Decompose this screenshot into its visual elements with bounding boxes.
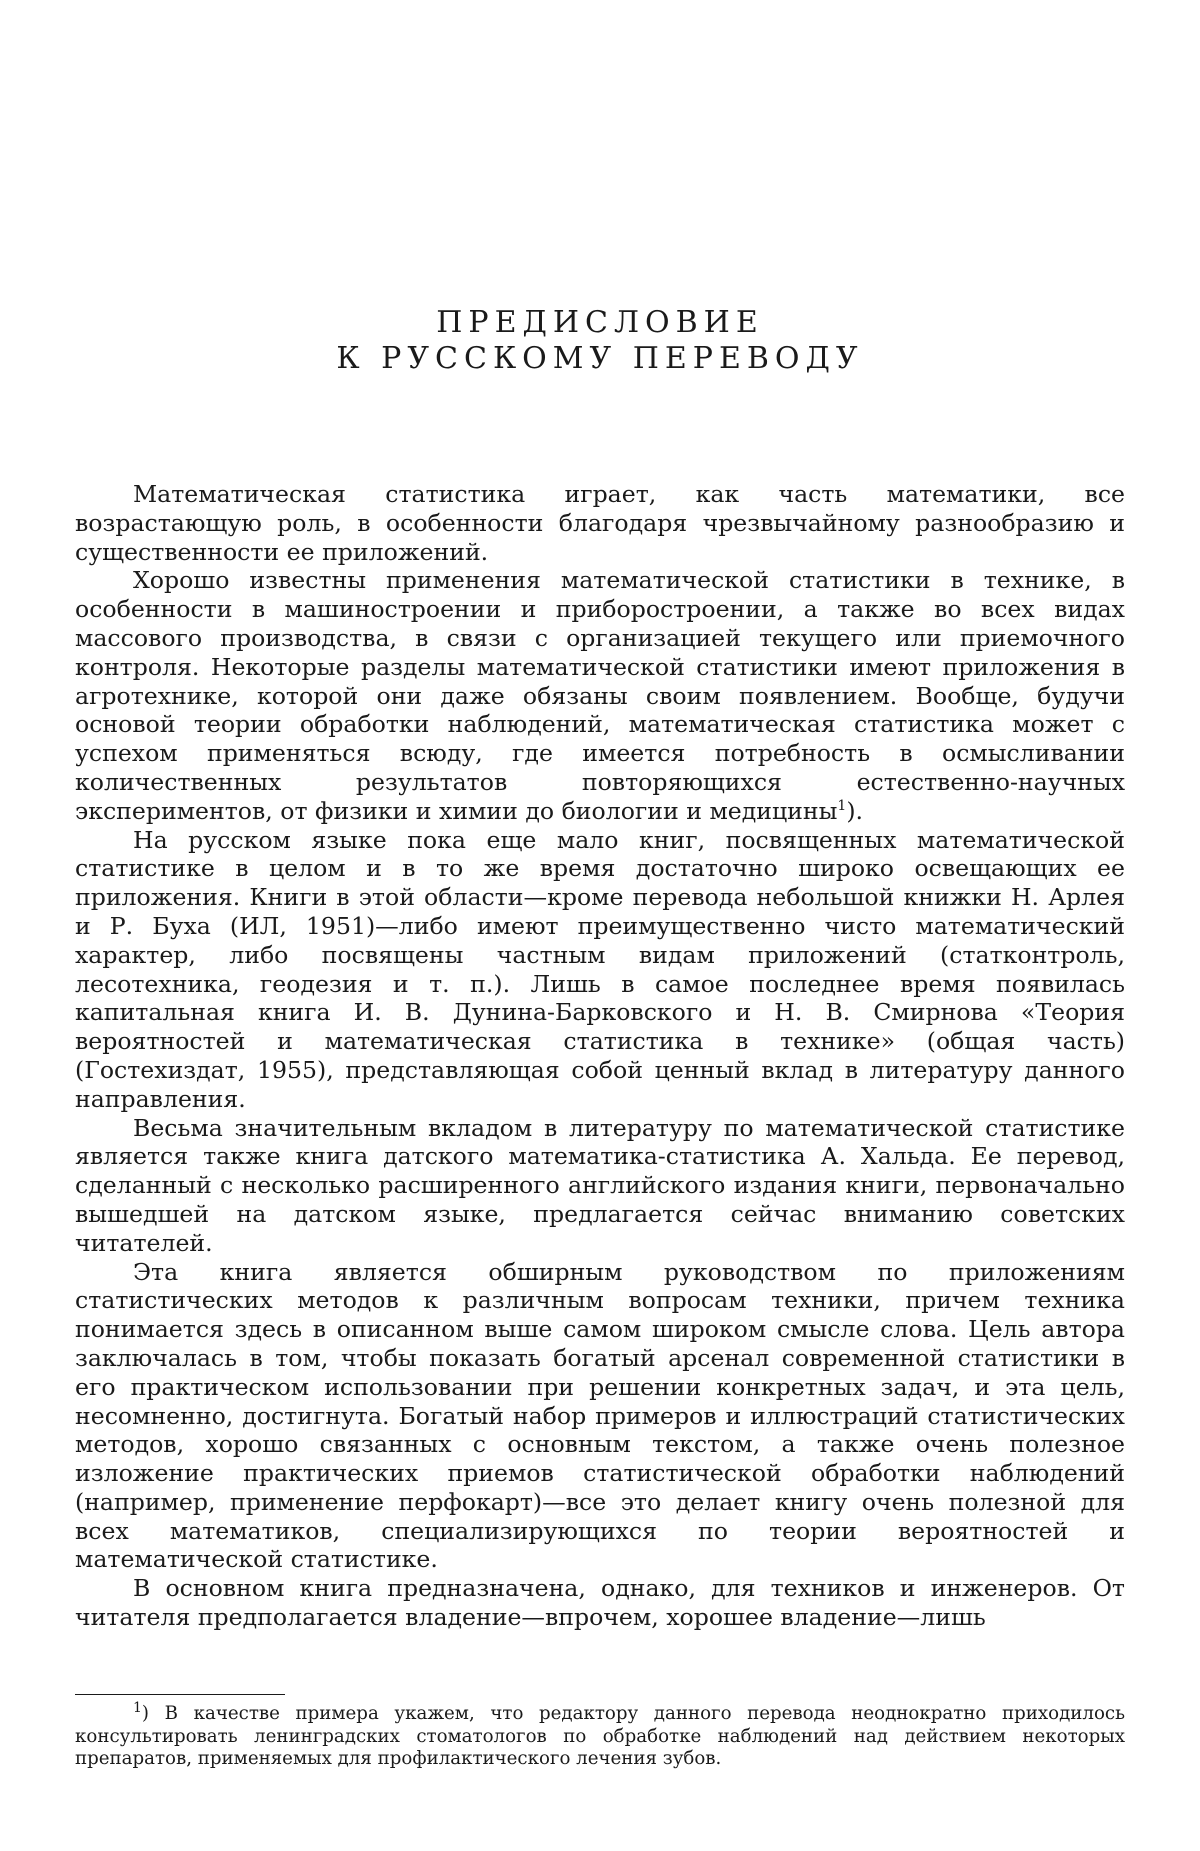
- footnote-text: В качестве примера укажем, что редактору данного перевода неоднократно приходилось консультировать ленинградских стоматологов по обработке наблюдений над действием некоторых препаратов, применяемых для профилактического лечения зубов.: [75, 1703, 1125, 1769]
- paragraph-1: Математическая статистика играет, как часть математики, все возрастающую роль, в особенности благодаря чрезвычайному разнообразию и существенности ее приложений.: [75, 480, 1125, 566]
- footnote-mark-tail: ): [141, 1703, 150, 1724]
- footnote-divider: [75, 1694, 285, 1695]
- footnote-mark: 1: [133, 1699, 142, 1716]
- chapter-title-line-2: К РУССКОМУ ПЕРЕВОДУ: [336, 341, 864, 376]
- chapter-title-line-1: ПРЕДИСЛОВИЕ: [436, 305, 764, 340]
- footnote: [75, 1699, 1125, 1771]
- paragraph-2-tail: ).: [846, 796, 864, 825]
- paragraph-2-text: Хорошо известны применения математической статистики в технике, в особенности в машиностроении и приборостроении, а также во всех видах массового производства, в связи с организацией текущего или приемочного контроля. Некоторые разделы математической статистики имеют приложения в агротехнике, которой они даже обязаны своим появлением. Вообще, будучи основой теории обработки наблюдений, математическая статистика может с успехом применяться всюду, где имеется потребность в осмысливании количественных результатов повторяющихся естественно-научных экспериментов, от физики и химии до биологии и медицины: [75, 566, 1125, 825]
- book-page: [75, 0, 1125, 1851]
- paragraph-6: В основном книга предназначена, однако, для техников и инженеров. От читателя предполагается владение—впрочем, хорошее владение—лишь: [75, 1574, 1125, 1632]
- footnote-reference: 1: [837, 797, 847, 814]
- paragraph-3: На русском языке пока еще мало книг, посвященных математической статистике в целом и в то же время достаточно широко освещающих ее приложения. Книги в этой области—кроме перевода небольшой книжки Н. Арлея и Р. Буха (ИЛ, 1951)—либо имеют преимущественно чисто математический характер, либо посвящены частным видам приложений (статконтроль, лесотехника, геодезия и т. п.). Лишь в самое последнее время появилась капитальная книга И. В. Дунина-Барковского и Н. В. Смирнова «Теория вероятностей и математическая статистика в технике» (общая часть) (Гостехиздат, 1955), представляющая собой ценный вклад в литературу данного направления.: [75, 825, 1125, 1113]
- paragraph-4: Весьма значительным вкладом в литературу по математической статистике является также книга датского математика-статистика А. Хальда. Ее перевод, сделанный с несколько расширенного английского издания книги, первоначально вышедшей на датском языке, предлагается сейчас вниманию советских читателей.: [75, 1113, 1125, 1257]
- paragraph-2: [75, 566, 1125, 825]
- body-text: [75, 480, 1125, 1632]
- paragraph-5: Эта книга является обширным руководством по приложениям статистических методов к различным вопросам техники, причем техника понимается здесь в описанном выше самом широком смысле слова. Цель автора заключалась в том, чтобы показать богатый арсенал современной статистики в его практическом использовании при решении конкретных задач, и эта цель, несомненно, достигнута. Богатый набор примеров и иллюстраций статистических методов, хорошо связанных с основным текстом, а также очень полезное изложение практических приемов статистической обработки наблюдений (например, применение перфокарт)—все это делает книгу очень полезной для всех математиков, специализирующихся по теории вероятностей и математической статистике.: [75, 1257, 1125, 1574]
